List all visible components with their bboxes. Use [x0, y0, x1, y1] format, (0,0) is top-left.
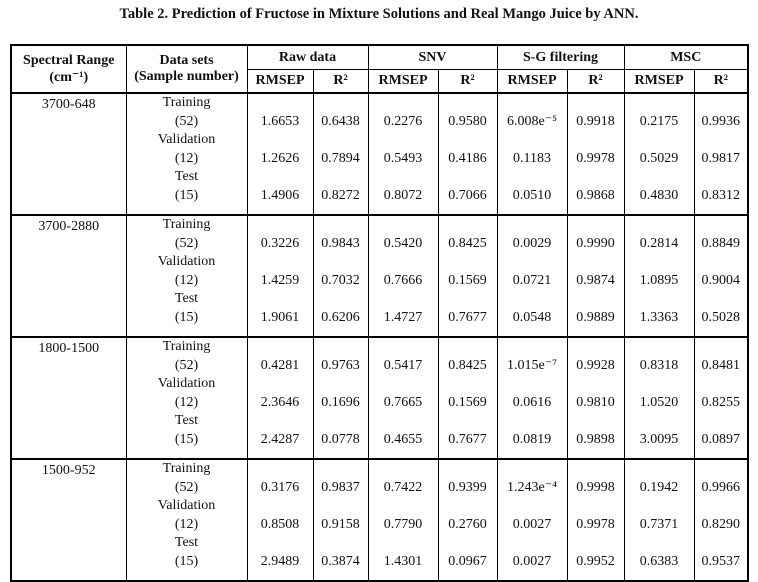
training-label: Training [162, 339, 211, 354]
value: 0.1569 [448, 273, 487, 288]
header-snv: SNV [368, 45, 497, 70]
value: 0.7032 [321, 273, 360, 288]
value: 0.0616 [512, 395, 552, 410]
value: 0.8849 [701, 236, 740, 251]
value: 0.9004 [701, 273, 740, 288]
value: 0.9763 [321, 358, 360, 373]
value: 2.9489 [260, 554, 300, 569]
validation-label: Validation [157, 254, 216, 269]
sg-r2-cell [567, 337, 624, 459]
value: 0.8290 [701, 517, 740, 532]
msc-rmsep-cell [624, 337, 694, 459]
training-label: Training [162, 217, 211, 232]
sg-r2-cell [567, 93, 624, 215]
value: 0.6383 [639, 554, 679, 569]
table-row [11, 93, 748, 215]
msc-r2-cell [694, 215, 748, 337]
validation-count: (12) [174, 150, 199, 166]
snv-r2-cell [438, 337, 497, 459]
value: 0.0510 [512, 188, 552, 203]
value: 0.9810 [576, 395, 615, 410]
value: 0.7422 [383, 480, 423, 495]
spectral-range-cell: 3700-648 [11, 93, 126, 215]
value: 0.8072 [383, 188, 423, 203]
snv-rmsep-cell [368, 337, 438, 459]
value: 0.9868 [576, 188, 615, 203]
value: 0.8318 [639, 358, 679, 373]
value: 0.9158 [321, 517, 360, 532]
value: 0.8481 [701, 358, 740, 373]
value: 0.5420 [383, 236, 423, 251]
header-r2: R² [694, 70, 748, 94]
header-r2: R² [567, 70, 624, 94]
value: 0.0027 [512, 517, 552, 532]
results-table [10, 44, 749, 582]
value: 0.7066 [448, 188, 487, 203]
header-r2: R² [313, 70, 368, 94]
training-count: (52) [174, 113, 199, 129]
value: 1.4906 [260, 188, 300, 203]
msc-rmsep-cell [624, 215, 694, 337]
raw-rmsep-cell [247, 93, 313, 215]
value: 1.015e⁻⁷ [507, 358, 557, 373]
value: 0.9580 [448, 114, 487, 129]
test-count: (15) [174, 187, 199, 203]
training-count: (52) [174, 479, 199, 495]
value: 6.008e⁻⁵ [507, 114, 557, 129]
value: 0.9978 [576, 517, 615, 532]
value: 0.0721 [512, 273, 552, 288]
sg-r2-cell [567, 215, 624, 337]
value: 0.2760 [448, 517, 487, 532]
raw-r2-cell [313, 337, 368, 459]
value: 0.4281 [260, 358, 300, 373]
value: 0.3176 [260, 480, 300, 495]
value: 0.9918 [576, 114, 615, 129]
test-label: Test [174, 169, 199, 184]
header-row-top [11, 45, 748, 70]
value: 0.8425 [448, 236, 487, 251]
raw-r2-cell [313, 459, 368, 581]
msc-r2-cell [694, 337, 748, 459]
header-rmsep: RMSEP [624, 70, 694, 94]
value: 0.9817 [701, 151, 740, 166]
header-data-sets [126, 45, 247, 93]
validation-label: Validation [157, 498, 216, 513]
value: 1.4727 [383, 310, 423, 325]
value: 1.2626 [260, 151, 300, 166]
header-sg-filtering: S-G filtering [497, 45, 624, 70]
data-sets-cell [126, 337, 247, 459]
sg-rmsep-cell [497, 215, 567, 337]
spectral-range-label: Spectral Range [23, 52, 115, 68]
value: 1.4259 [260, 273, 300, 288]
value: 0.2814 [639, 236, 679, 251]
value: 0.7371 [639, 517, 679, 532]
value: 1.0895 [639, 273, 679, 288]
header-r2: R² [438, 70, 497, 94]
value: 0.0819 [512, 432, 552, 447]
sg-rmsep-cell [497, 459, 567, 581]
training-count: (52) [174, 235, 199, 251]
value: 0.0548 [512, 310, 552, 325]
table-row [11, 215, 748, 337]
value: 0.1569 [448, 395, 487, 410]
value: 0.4655 [383, 432, 423, 447]
value: 0.9998 [576, 480, 615, 495]
table-row [11, 337, 748, 459]
data-sets-cell [126, 215, 247, 337]
value: 0.5493 [383, 151, 423, 166]
value: 0.8425 [448, 358, 487, 373]
value: 0.0027 [512, 554, 552, 569]
raw-r2-cell [313, 215, 368, 337]
value: 0.8508 [260, 517, 300, 532]
value: 1.9061 [260, 310, 300, 325]
validation-label: Validation [157, 376, 216, 391]
value: 0.9928 [576, 358, 615, 373]
test-label: Test [174, 413, 199, 428]
snv-r2-cell [438, 459, 497, 581]
validation-count: (12) [174, 272, 199, 288]
snv-rmsep-cell [368, 93, 438, 215]
value: 0.8312 [701, 188, 740, 203]
value: 0.5417 [383, 358, 423, 373]
value: 1.0520 [639, 395, 679, 410]
snv-rmsep-cell [368, 459, 438, 581]
data-sets-cell [126, 459, 247, 581]
value: 0.3226 [260, 236, 300, 251]
value: 0.5029 [639, 151, 679, 166]
value: 0.7790 [383, 517, 423, 532]
header-rmsep: RMSEP [497, 70, 567, 94]
value: 0.6438 [321, 114, 360, 129]
value: 0.7677 [448, 310, 487, 325]
test-count: (15) [174, 431, 199, 447]
value: 3.0095 [639, 432, 679, 447]
value: 0.8272 [321, 188, 360, 203]
data-sets-label: Data sets [159, 53, 214, 68]
table-caption: Table 2. Prediction of Fructose in Mixture Solutions and Real Mango Juice by ANN. [119, 6, 639, 22]
training-label: Training [162, 461, 211, 476]
training-count: (52) [174, 357, 199, 373]
sample-number-label: (Sample number) [134, 69, 239, 84]
snv-r2-cell [438, 93, 497, 215]
test-label: Test [174, 535, 199, 550]
value: 0.7894 [321, 151, 360, 166]
value: 0.8255 [701, 395, 740, 410]
raw-rmsep-cell [247, 459, 313, 581]
value: 0.9837 [321, 480, 360, 495]
value: 1.243e⁻⁴ [507, 480, 557, 495]
data-sets-cell [126, 93, 247, 215]
value: 0.0778 [321, 432, 360, 447]
test-label: Test [174, 291, 199, 306]
value: 1.6653 [260, 114, 300, 129]
value: 0.4830 [639, 188, 679, 203]
value: 0.9990 [576, 236, 615, 251]
raw-r2-cell [313, 93, 368, 215]
sg-r2-cell [567, 459, 624, 581]
value: 0.0897 [701, 432, 740, 447]
value: 0.2276 [383, 114, 423, 129]
value: 0.9399 [448, 480, 487, 495]
value: 0.2175 [639, 114, 679, 129]
raw-rmsep-cell [247, 337, 313, 459]
msc-rmsep-cell [624, 459, 694, 581]
header-rmsep: RMSEP [247, 70, 313, 94]
value: 0.0967 [448, 554, 487, 569]
value: 0.9843 [321, 236, 360, 251]
value: 0.6206 [321, 310, 360, 325]
header-raw-data: Raw data [247, 45, 368, 70]
msc-r2-cell [694, 93, 748, 215]
spectral-range-cell: 1800-1500 [11, 337, 126, 459]
sg-rmsep-cell [497, 93, 567, 215]
value: 0.9952 [576, 554, 615, 569]
value: 0.9978 [576, 151, 615, 166]
value: 0.7677 [448, 432, 487, 447]
value: 0.9936 [701, 114, 740, 129]
value: 0.4186 [448, 151, 487, 166]
spectral-range-cell: 1500-952 [11, 459, 126, 581]
value: 0.1942 [639, 480, 679, 495]
value: 0.9966 [701, 480, 740, 495]
sg-rmsep-cell [497, 337, 567, 459]
validation-count: (12) [174, 516, 199, 532]
value: 1.3363 [639, 310, 679, 325]
value: 0.9889 [576, 310, 615, 325]
training-label: Training [162, 95, 211, 110]
snv-rmsep-cell [368, 215, 438, 337]
msc-rmsep-cell [624, 93, 694, 215]
value: 0.5028 [701, 310, 740, 325]
value: 2.4287 [260, 432, 300, 447]
value: 0.9874 [576, 273, 615, 288]
value: 0.9537 [701, 554, 740, 569]
header-msc: MSC [624, 45, 748, 70]
value: 0.7665 [383, 395, 423, 410]
raw-rmsep-cell [247, 215, 313, 337]
value: 0.3874 [321, 554, 360, 569]
test-count: (15) [174, 309, 199, 325]
msc-r2-cell [694, 459, 748, 581]
spectral-unit-label: (cm⁻¹) [49, 69, 89, 85]
value: 1.4301 [383, 554, 423, 569]
value: 0.7666 [383, 273, 423, 288]
validation-count: (12) [174, 394, 199, 410]
value: 0.1696 [321, 395, 360, 410]
header-rmsep: RMSEP [368, 70, 438, 94]
test-count: (15) [174, 553, 199, 569]
validation-label: Validation [157, 132, 216, 147]
table-row [11, 459, 748, 581]
spectral-range-cell: 3700-2880 [11, 215, 126, 337]
value: 0.1183 [513, 151, 551, 166]
header-spectral-range [11, 45, 126, 93]
snv-r2-cell [438, 215, 497, 337]
value: 0.9898 [576, 432, 615, 447]
value: 2.3646 [260, 395, 300, 410]
value: 0.0029 [512, 236, 552, 251]
